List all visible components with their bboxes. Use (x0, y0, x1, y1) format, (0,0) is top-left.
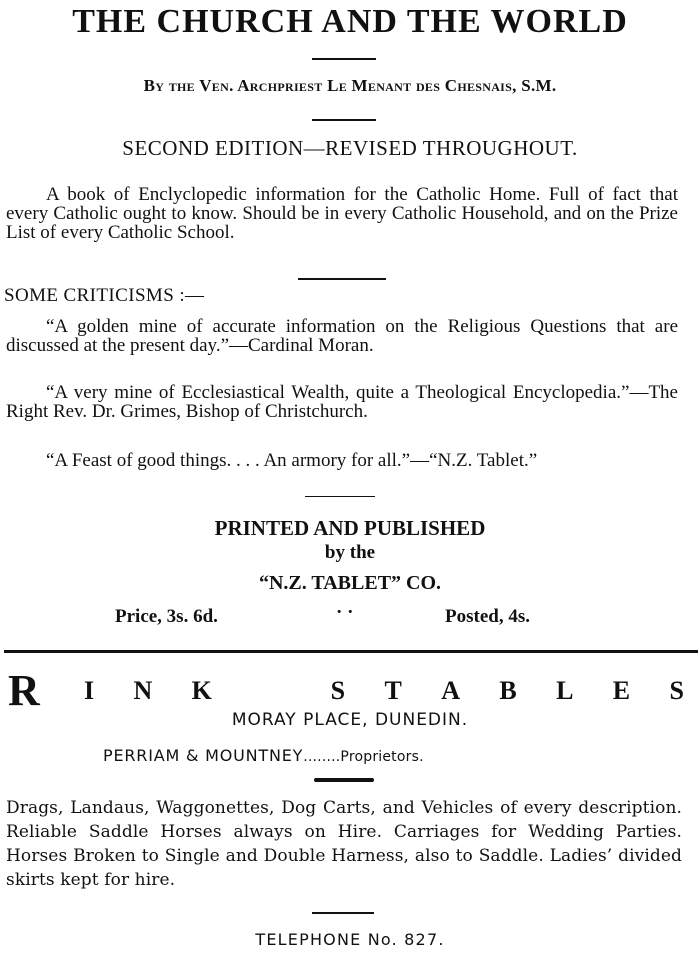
stables-letter: T (384, 676, 402, 705)
stables-address: MORAY PLACE, DUNEDIN. (231, 710, 469, 730)
divider (312, 912, 374, 914)
by-the: by the (324, 542, 376, 563)
edition-line: SECOND EDITION—REVISED THROUGHOUT. (122, 136, 578, 160)
stables-letter: A (441, 676, 460, 705)
proprietor-names: PERRIAM & MOUNTNEY (103, 746, 304, 765)
stables-letter: N (133, 676, 153, 705)
criticism-quote: “A golden mine of accurate information on the Religious Questions that are discussed at the present day.”—Cardinal Moran. (6, 316, 678, 356)
printed-published: PRINTED AND PUBLISHED (214, 516, 486, 540)
book-description: A book of Enclyclopedic information for the Catholic Home. Full of fact that every Catholic ought to know. Should be in every Catholic Household, and on the Prize List of every Catholic School. (6, 184, 678, 243)
price: Price, 3s. 6d. (115, 606, 218, 627)
stables-initial: R (8, 666, 40, 715)
posted-price: Posted, 4s. (445, 606, 530, 627)
criticism-quote: “A Feast of good things. . . . An armory for all.”—“N.Z. Tablet.” (46, 450, 538, 471)
stables-letter: S (669, 676, 684, 705)
divider (312, 58, 376, 60)
criticism-quote: “A very mine of Ecclesiastical Wealth, quite a Theological Encyclopedia.”—The Right Rev. Dr. Grimes, Bishop of Christchurch. (6, 382, 678, 422)
divider (298, 278, 386, 280)
stables-letter: B (499, 676, 517, 705)
stables-letter: E (612, 676, 631, 705)
author-byline: By the Ven. Archpriest Le Menant des Chesnais, S.M. (143, 76, 557, 95)
ad-title: THE CHURCH AND THE WORLD (72, 3, 628, 40)
stables-description: Drags, Landaus, Waggonettes, Dog Carts, and Vehicles of every description. Reliable Saddle Horses always on Hire. Carriages for Wedding Parties. Horses Broken to Single and Double Harness, also to Saddle. Ladies’ divided skirts kept for hire. (6, 798, 682, 890)
publisher-name: “N.Z. TABLET” CO. (258, 572, 442, 594)
stables-letter: S (330, 676, 346, 705)
rink-stables-advertisement (0, 654, 700, 957)
stables-letter: I (84, 676, 95, 705)
advertisement-border (4, 650, 698, 653)
stables-letter: L (556, 676, 574, 705)
stables-letter: K (191, 676, 212, 705)
stables-name (0, 666, 700, 716)
separator-dots: · · (336, 602, 354, 623)
divider (305, 496, 375, 497)
stables-letters (84, 676, 684, 706)
proprietors-label: ........Proprietors. (303, 749, 424, 765)
divider (314, 778, 374, 782)
telephone-number: TELEPHONE No. 827. (255, 930, 445, 949)
criticisms-heading: SOME CRITICISMS :— (4, 285, 205, 306)
proprietors-line (103, 746, 424, 765)
divider (312, 119, 376, 121)
